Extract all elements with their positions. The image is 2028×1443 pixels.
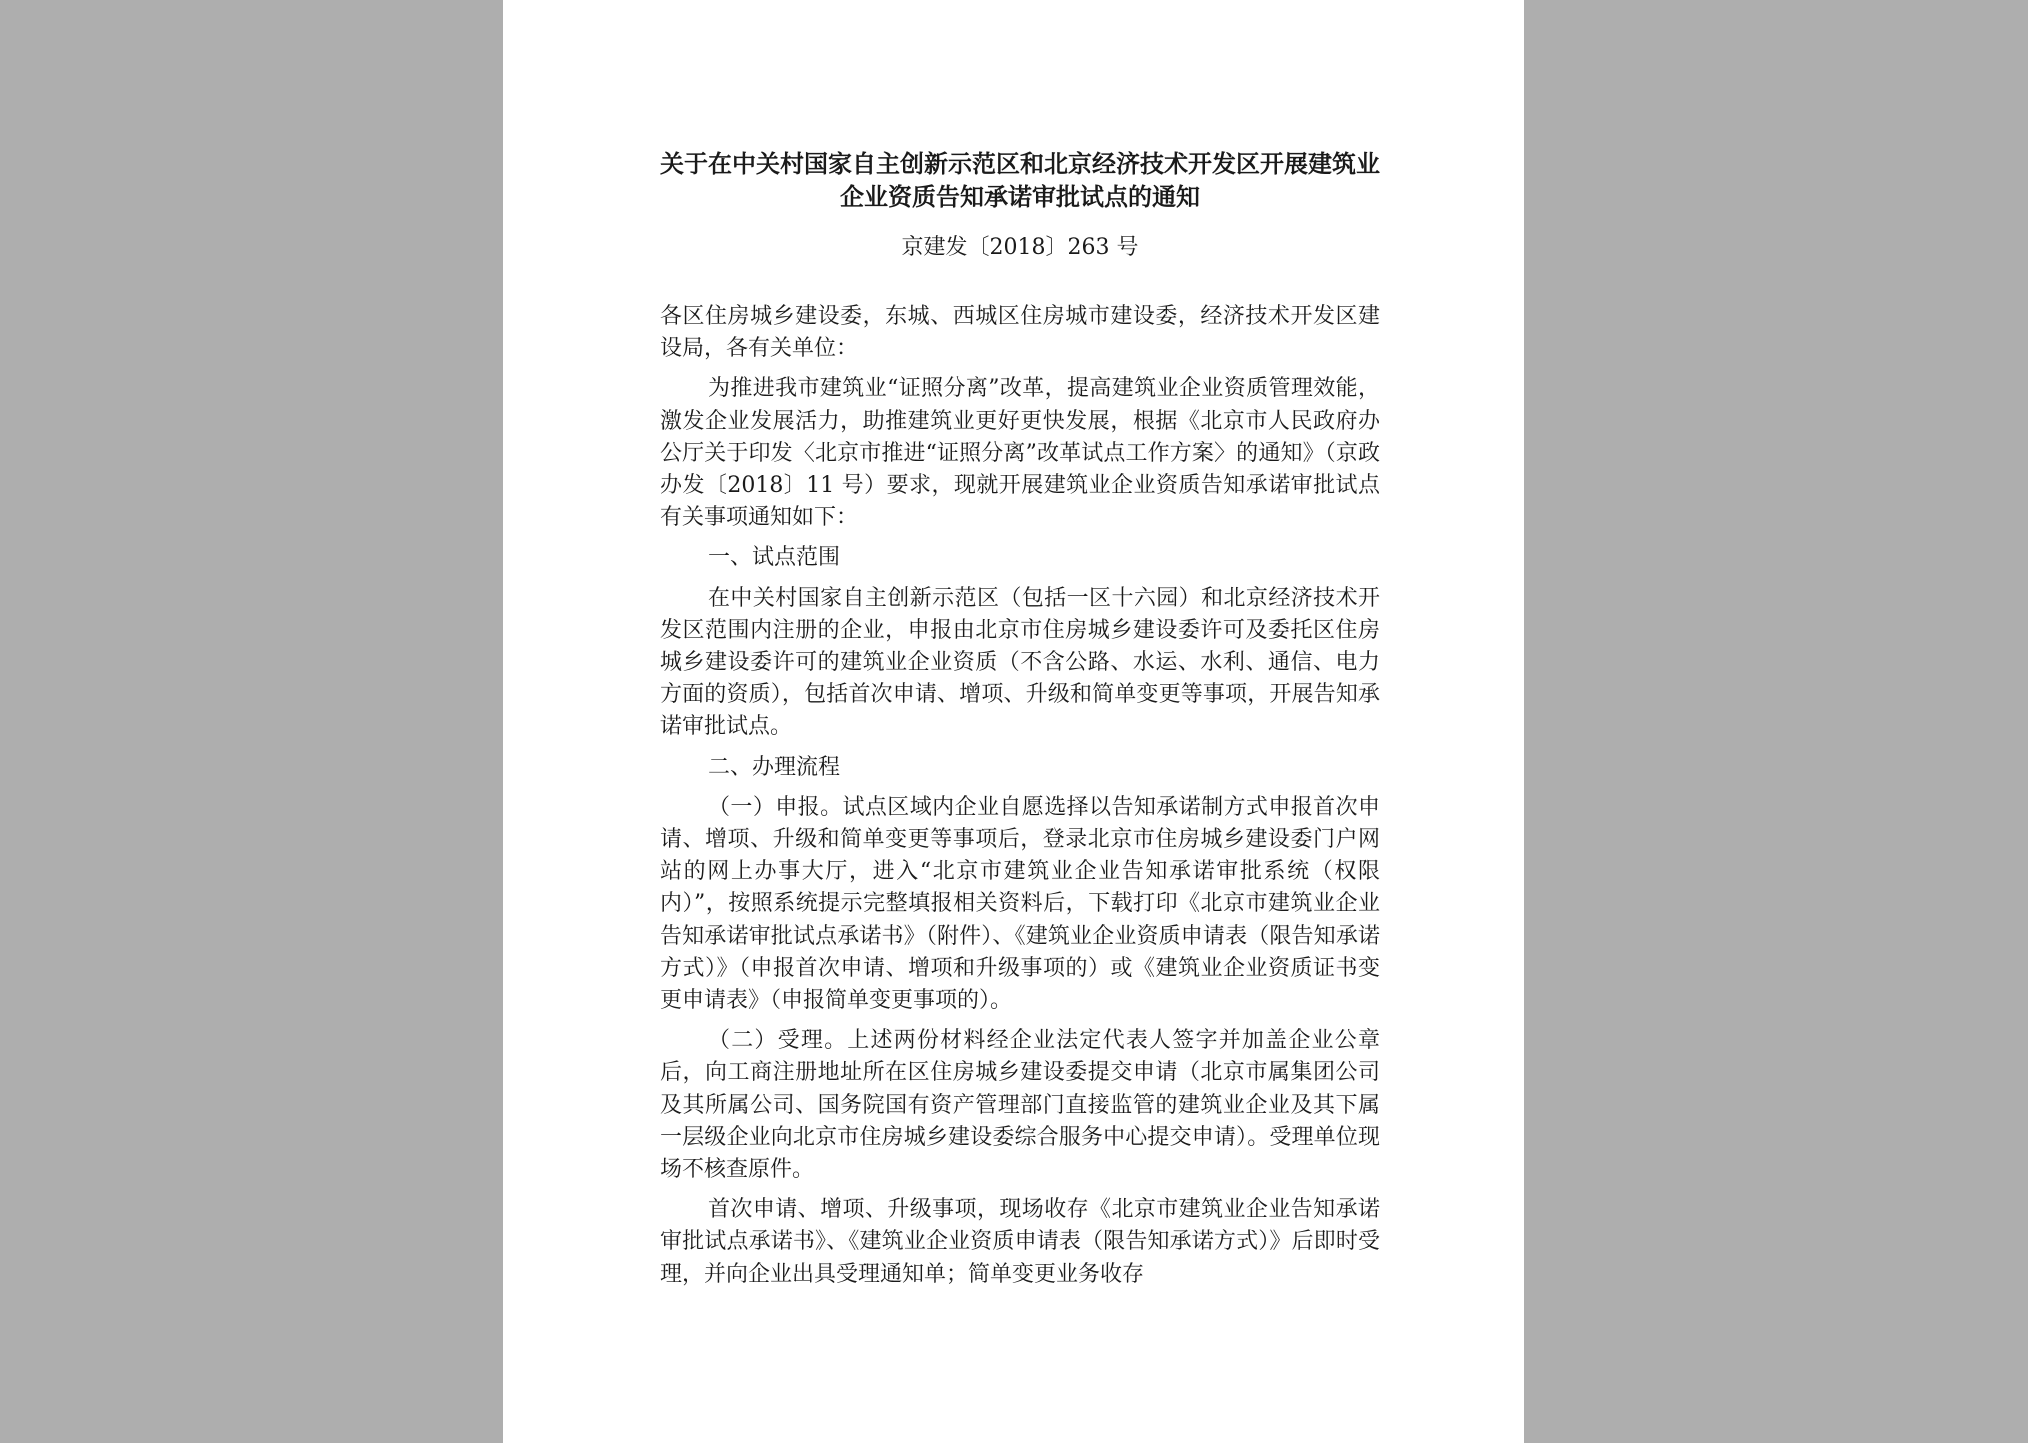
- process-step-accept: （二）受理。上述两份材料经企业法定代表人签字并加盖企业公章后，向工商注册地址所在区住房城乡建设委提交申请（北京市属集团公司及其所属公司、国务院国有资产管理部门直接监管的建筑业企业及其下属一层级企业向北京市住房城乡建设委综合服务中心提交申请）。受理单位现场不核查原件。: [660, 1028, 1380, 1183]
- section-heading-process: 二、办理流程: [708, 754, 841, 780]
- document-page: [503, 0, 1524, 1443]
- page-content: [660, 143, 1380, 1299]
- document-title: 关于在中关村国家自主创新示范区和北京经济技术开发区开展建筑业企业资质告知承诺审批试点的通知: [660, 149, 1380, 211]
- section-heading-scope: 一、试点范围: [708, 545, 841, 571]
- salutation: 各区住房城乡建设委，东城、西城区住房城市建设委，经济技术开发区建设局，各有关单位：: [660, 304, 1380, 362]
- process-step-accept-continued: 首次申请、增项、升级事项，现场收存《北京市建筑业企业告知承诺审批试点承诺书》、《建筑业企业资质申请表（限告知承诺方式）》后即时受理，并向企业出具受理通知单；简单变更业务收存: [660, 1197, 1380, 1287]
- intro-paragraph: 为推进我市建筑业“证照分离”改革，提高建筑业企业资质管理效能，激发企业发展活力，助推建筑业更好更快发展，根据《北京市人民政府办公厅关于印发〈北京市推进“证照分离”改革试点工作方案〉的通知》（京政办发〔2018〕11 号）要求，现就开展建筑业企业资质告知承诺审批试点有关事项通知如下：: [660, 376, 1380, 531]
- section-scope-paragraph: 在中关村国家自主创新示范区（包括一区十六园）和北京经济技术开发区范围内注册的企业，申报由北京市住房城乡建设委许可及委托区住房城乡建设委许可的建筑业企业资质（不含公路、水运、水利、通信、电力方面的资质），包括首次申请、增项、升级和简单变更等事项，开展告知承诺审批试点。: [660, 585, 1380, 740]
- document-number: 京建发〔2018〕263 号: [901, 235, 1139, 260]
- process-step-apply: （一）申报。试点区域内企业自愿选择以告知承诺制方式申报首次申请、增项、升级和简单变更等事项后，登录北京市住房城乡建设委门户网站的网上办事大厅，进入“北京市建筑业企业告知承诺审批系统（权限内）”，按照系统提示完整填报相关资料后，下载打印《北京市建筑业企业告知承诺审批试点承诺书》（附件）、《建筑业企业资质申请表（限告知承诺方式）》（申报首次申请、增项和升级事项的）或《建筑业企业资质证书变更申请表》（申报简单变更事项的）。: [660, 794, 1380, 1014]
